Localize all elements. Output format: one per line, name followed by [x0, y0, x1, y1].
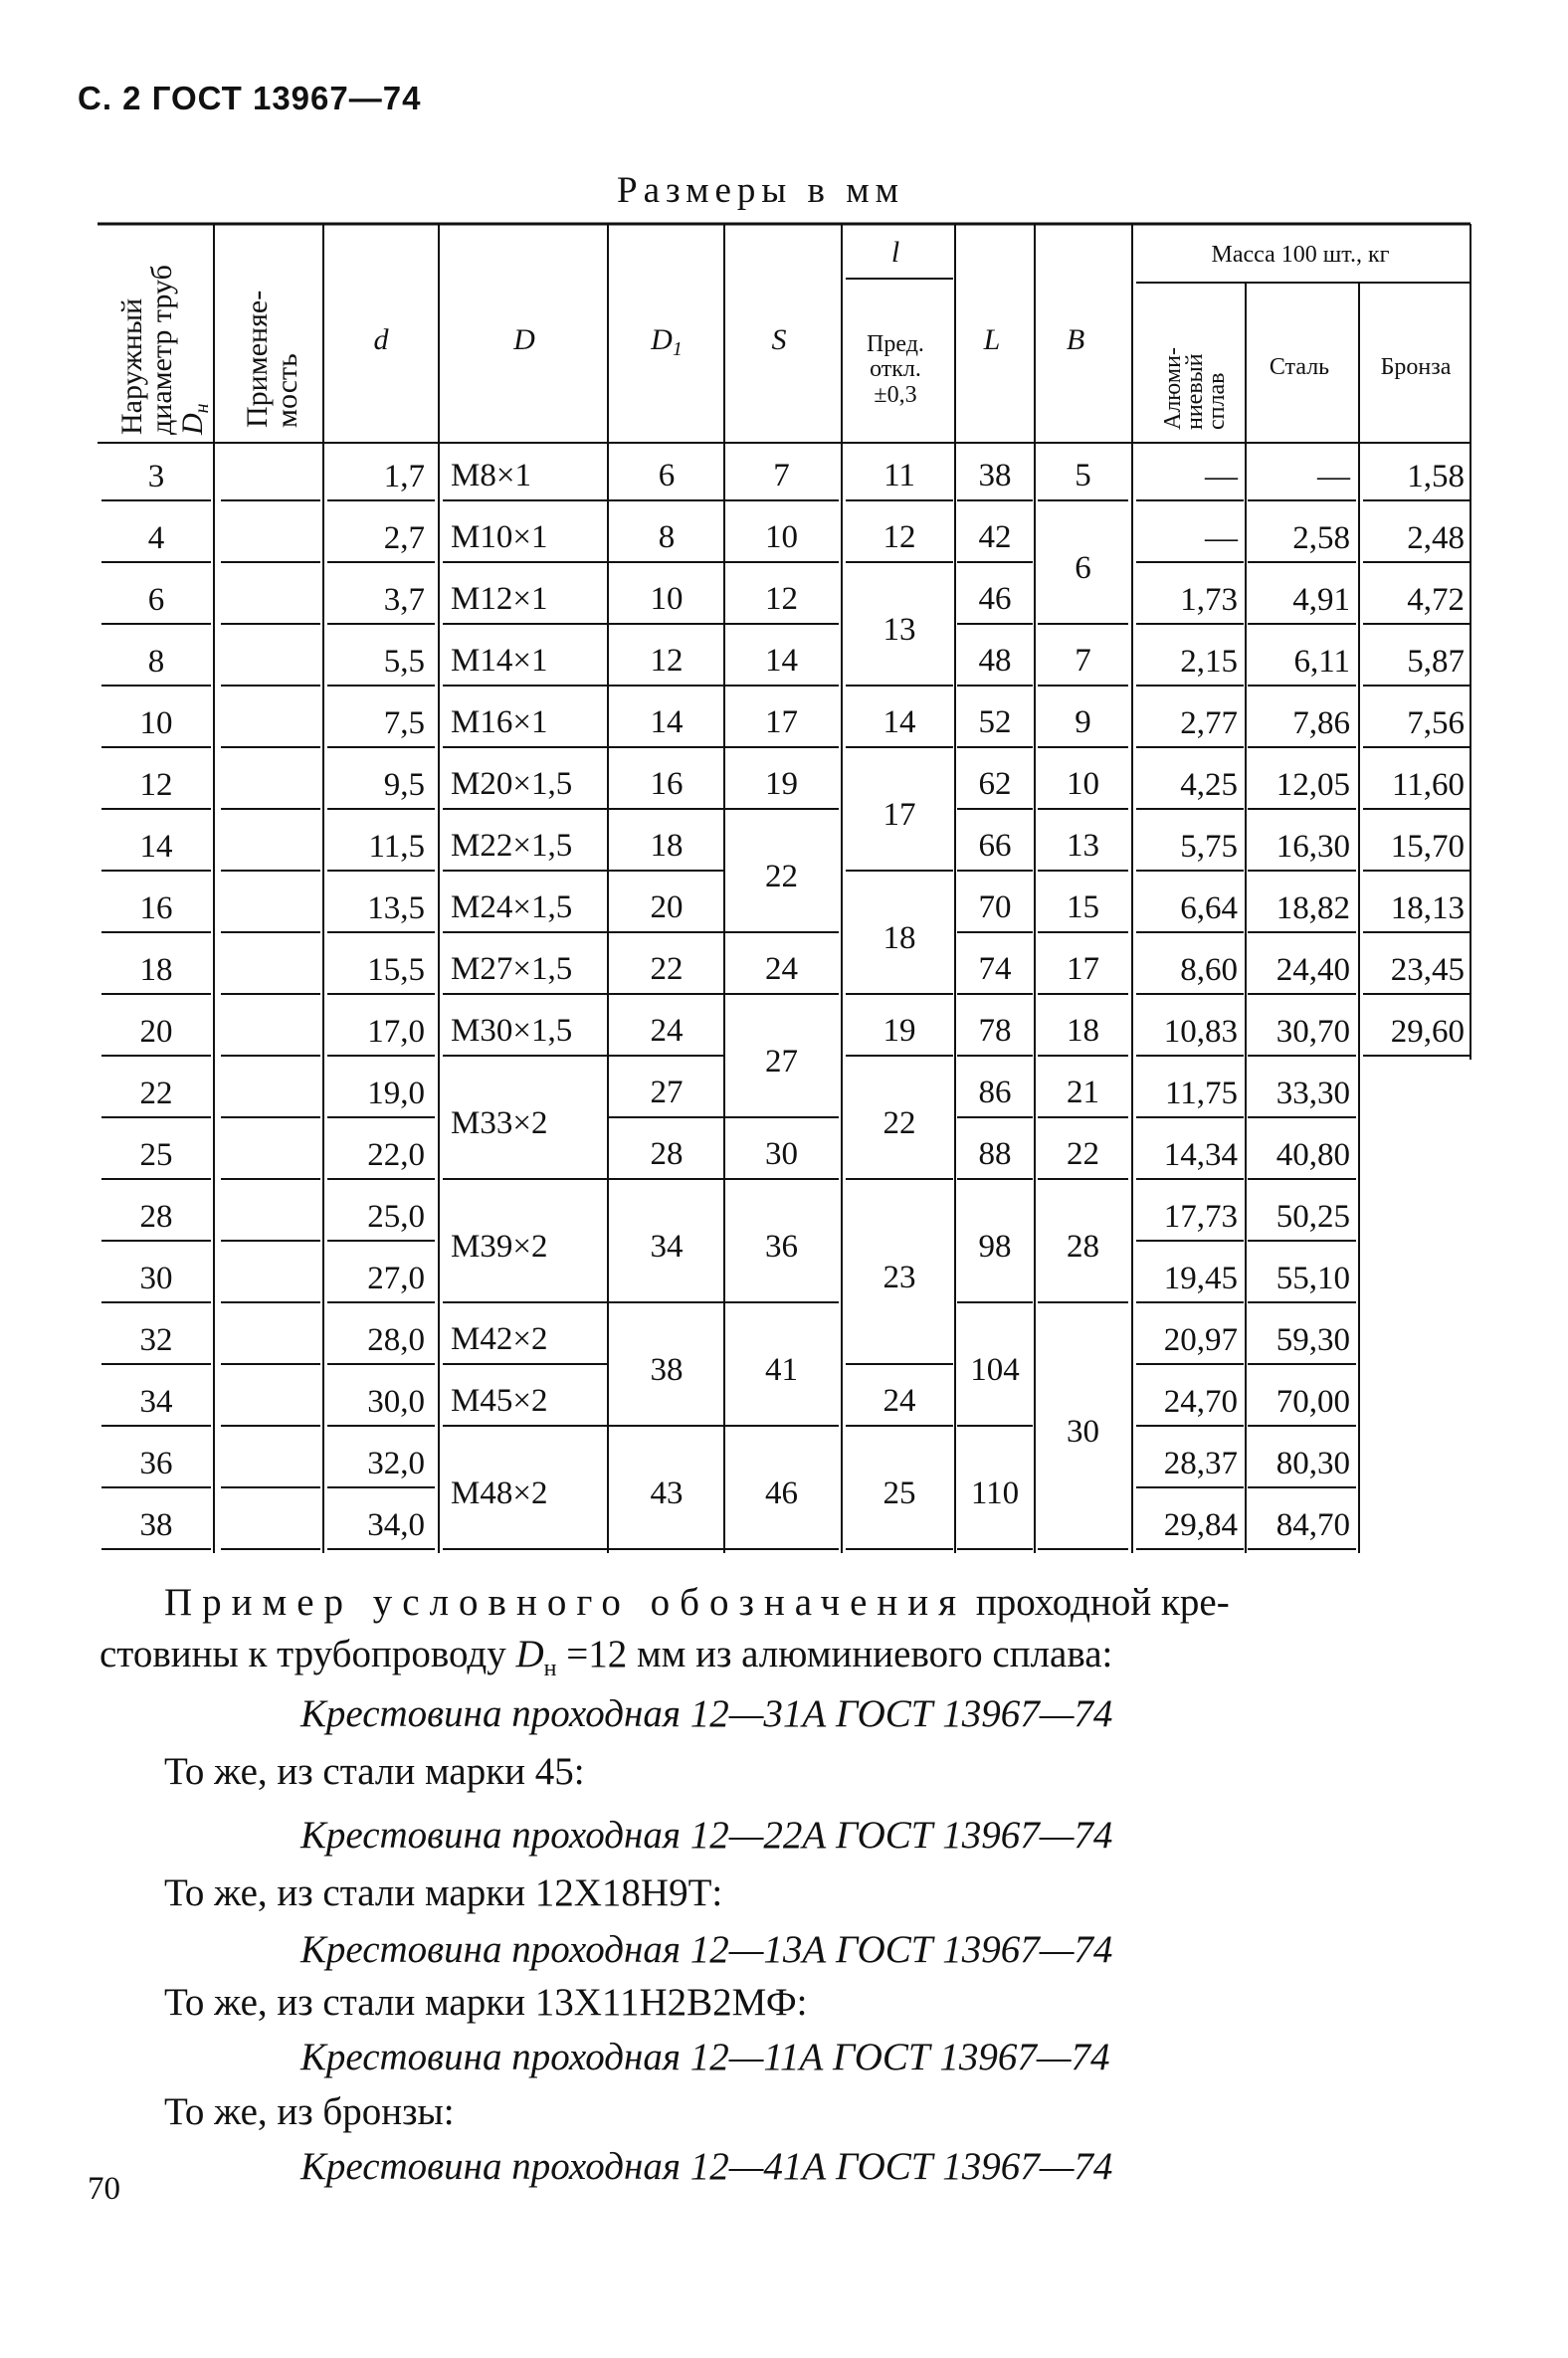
- d-cell: 15,5: [367, 952, 425, 988]
- alu-cell: 10,83: [1163, 1014, 1238, 1050]
- d-cell: 25,0: [367, 1199, 425, 1235]
- alu-cell: 19,45: [1163, 1261, 1238, 1296]
- alu-cell: 4,25: [1180, 767, 1238, 803]
- steel-cell: 59,30: [1275, 1322, 1350, 1358]
- L-cell: 74: [978, 951, 1012, 987]
- dn-cell: 4: [147, 520, 165, 556]
- page-number: 70: [88, 2171, 120, 2207]
- header-aluminium-3: сплав: [1204, 372, 1230, 430]
- D1-cell: 14: [650, 704, 684, 740]
- steel-cell: 70,00: [1275, 1384, 1350, 1420]
- D-cell: М8×1: [451, 458, 531, 493]
- B-cell: 7: [1075, 643, 1091, 679]
- D1-cell: 12: [650, 643, 684, 679]
- bronze-cell: 2,48: [1407, 520, 1465, 556]
- D-cell: М33×2: [451, 1105, 548, 1141]
- l-cell: 19: [882, 1013, 916, 1049]
- example-intro-spaced: Пример условного обозначения: [164, 1581, 967, 1624]
- D-cell: М10×1: [451, 519, 548, 555]
- d-cell: 34,0: [367, 1507, 425, 1543]
- l-cell: 24: [882, 1383, 916, 1419]
- page-header: С. 2 ГОСТ 13967—74: [78, 80, 422, 116]
- designation-bronze: Крестовина проходная 12—41А ГОСТ 13967—74: [300, 2145, 1113, 2188]
- bronze-cell: 11,60: [1391, 767, 1465, 803]
- S-cell: 46: [765, 1475, 798, 1511]
- example-line-2: [99, 1632, 1112, 1682]
- D1-cell: 43: [650, 1475, 684, 1511]
- d-cell: 9,5: [383, 767, 425, 803]
- S-cell: 27: [765, 1044, 798, 1080]
- dn-cell: 38: [139, 1507, 173, 1543]
- D-cell: М42×2: [451, 1321, 548, 1357]
- steel-cell: 2,58: [1292, 520, 1350, 556]
- S-cell: 14: [765, 643, 798, 679]
- header-l-tolerance-3: ±0,3: [874, 382, 917, 408]
- dn-cell: 32: [139, 1322, 173, 1358]
- dn-cell: 36: [139, 1446, 173, 1481]
- dn-cell: 6: [147, 582, 165, 618]
- S-cell: 24: [765, 951, 798, 987]
- dn-cell: 10: [139, 705, 173, 741]
- alu-cell: 2,77: [1180, 705, 1238, 741]
- alu-cell: 6,64: [1180, 890, 1238, 926]
- dn-cell: 25: [139, 1137, 173, 1173]
- D1-cell: 27: [650, 1075, 684, 1110]
- bronze-cell: 7,56: [1407, 705, 1465, 741]
- header-dn-line2: диаметр труб: [145, 265, 178, 435]
- steel-cell: 40,80: [1275, 1137, 1350, 1173]
- dn-cell: 16: [139, 890, 173, 926]
- l-cell: 13: [882, 612, 916, 648]
- variant-steel-13x11h2b2mf: То же, из стали марки 13Х11Н2В2МФ:: [164, 1981, 808, 2024]
- L-cell: 62: [978, 766, 1012, 802]
- d-cell: 2,7: [383, 520, 425, 556]
- D-cell: М24×1,5: [451, 889, 573, 925]
- D1-cell: 10: [650, 581, 684, 617]
- dn-cell: 18: [139, 952, 173, 988]
- steel-cell: 24,40: [1275, 952, 1350, 988]
- B-cell: 5: [1075, 458, 1091, 493]
- dn-cell: 8: [147, 644, 165, 680]
- example-line2-subscript: н: [543, 1655, 557, 1681]
- L-cell: 38: [978, 458, 1012, 493]
- D1-cell: 20: [650, 889, 684, 925]
- d-cell: 30,0: [367, 1384, 425, 1420]
- L-cell: 66: [978, 828, 1012, 864]
- header-steel: Сталь: [1269, 354, 1330, 380]
- steel-cell: 33,30: [1275, 1076, 1350, 1111]
- header-dn-symbol: $D_н$: [176, 403, 213, 435]
- D-cell: М27×1,5: [451, 951, 573, 987]
- d-cell: 17,0: [367, 1014, 425, 1050]
- header-l: l: [890, 236, 900, 269]
- header-D1: $D_1$: [651, 323, 683, 360]
- B-cell: 17: [1067, 951, 1099, 987]
- D-cell: М14×1: [451, 643, 548, 679]
- header-L: L: [983, 323, 1001, 356]
- L-cell: 42: [978, 519, 1012, 555]
- steel-cell: 6,11: [1293, 644, 1350, 680]
- d-cell: 32,0: [367, 1446, 425, 1481]
- steel-cell: —: [1317, 459, 1350, 494]
- D1-cell: 34: [650, 1229, 684, 1265]
- designation-steel-12x18h9t: Крестовина проходная 12—13А ГОСТ 13967—74: [300, 1928, 1113, 1971]
- table-body: [140, 458, 1466, 1543]
- D-cell: М39×2: [451, 1229, 548, 1265]
- d-cell: 1,7: [383, 459, 425, 494]
- header-applicability-line2: мость: [271, 353, 303, 428]
- dn-cell: 22: [139, 1076, 173, 1111]
- D1-cell: 22: [650, 951, 684, 987]
- bronze-cell: 1,58: [1407, 459, 1465, 494]
- L-cell: 70: [978, 889, 1012, 925]
- D-cell: М45×2: [451, 1383, 548, 1419]
- S-cell: 30: [765, 1136, 798, 1172]
- bronze-cell: 18,13: [1390, 890, 1465, 926]
- header-mass: Масса 100 шт., кг: [1211, 242, 1390, 268]
- d-cell: 13,5: [367, 890, 425, 926]
- S-cell: 7: [773, 458, 790, 493]
- header-B: B: [1066, 323, 1085, 356]
- bronze-cell: 15,70: [1390, 829, 1465, 865]
- alu-cell: 17,73: [1163, 1199, 1238, 1235]
- d-cell: 19,0: [367, 1076, 425, 1111]
- D1-cell: 38: [650, 1352, 684, 1388]
- example-line2-symbol: D: [515, 1633, 544, 1675]
- header-D: D: [513, 323, 535, 356]
- alu-cell: 28,37: [1163, 1446, 1238, 1481]
- l-cell: 17: [882, 797, 916, 833]
- D-cell: М16×1: [451, 704, 548, 740]
- L-cell: 88: [978, 1136, 1012, 1172]
- L-cell: 48: [978, 643, 1012, 679]
- D1-cell: 8: [658, 519, 676, 555]
- steel-cell: 7,86: [1292, 705, 1350, 741]
- S-cell: 41: [765, 1352, 798, 1388]
- example-intro-rest: проходной кре-: [966, 1581, 1230, 1624]
- header-bronze: Бронза: [1380, 354, 1452, 380]
- B-cell: 13: [1067, 828, 1099, 864]
- dn-cell: 3: [147, 459, 165, 494]
- B-cell: 18: [1067, 1013, 1099, 1049]
- header-aluminium-2: ниевый: [1182, 353, 1208, 430]
- L-cell: 46: [978, 581, 1012, 617]
- steel-cell: 80,30: [1275, 1446, 1350, 1481]
- D-cell: М30×1,5: [451, 1013, 573, 1049]
- alu-cell: 24,70: [1163, 1384, 1238, 1420]
- steel-cell: 84,70: [1275, 1507, 1350, 1543]
- bronze-cell: 5,87: [1407, 644, 1465, 680]
- header-applicability-line1: Применяе-: [241, 290, 274, 428]
- designation-aluminium: Крестовина проходная 12—31А ГОСТ 13967—74: [300, 1692, 1113, 1735]
- dn-cell: 14: [139, 829, 173, 865]
- steel-cell: 4,91: [1292, 582, 1350, 618]
- dn-cell: 12: [139, 767, 173, 803]
- L-cell: 86: [978, 1075, 1012, 1110]
- alu-cell: 2,15: [1180, 644, 1238, 680]
- example-intro-line: [164, 1580, 1230, 1625]
- d-cell: 11,5: [368, 829, 425, 865]
- B-cell: 15: [1067, 889, 1099, 925]
- L-cell: 98: [978, 1229, 1012, 1265]
- D1-cell: 18: [650, 828, 684, 864]
- example-line2-post: =12 мм из алюминиевого сплава:: [556, 1633, 1113, 1675]
- dn-cell: 20: [139, 1014, 173, 1050]
- l-cell: 12: [882, 519, 916, 555]
- L-cell: 78: [978, 1013, 1012, 1049]
- L-cell: 110: [970, 1475, 1020, 1511]
- l-cell: 22: [882, 1105, 916, 1141]
- steel-cell: 50,25: [1275, 1199, 1350, 1235]
- d-cell: 22,0: [367, 1137, 425, 1173]
- variant-steel-45: То же, из стали марки 45:: [164, 1750, 585, 1793]
- B-cell: 21: [1067, 1075, 1099, 1110]
- bronze-cell: 4,72: [1407, 582, 1465, 618]
- steel-cell: 18,82: [1275, 890, 1350, 926]
- B-cell: 28: [1067, 1229, 1099, 1265]
- l-cell: 23: [882, 1260, 916, 1295]
- l-cell: 14: [882, 704, 916, 740]
- B-cell: 10: [1067, 766, 1099, 802]
- variant-steel-12x18h9t: То же, из стали марки 12Х18Н9Т:: [164, 1871, 723, 1914]
- L-cell: 104: [970, 1352, 1020, 1388]
- D1-cell: 24: [650, 1013, 684, 1049]
- d-cell: 27,0: [367, 1261, 425, 1296]
- D1-cell: 6: [658, 458, 676, 493]
- S-cell: 22: [765, 859, 798, 894]
- D-cell: М22×1,5: [451, 828, 573, 864]
- variant-bronze: То же, из бронзы:: [164, 2090, 455, 2133]
- header-l-tolerance-2: откл.: [870, 356, 921, 382]
- designation-steel-13x11h2b2mf: Крестовина проходная 12—11А ГОСТ 13967—74: [300, 2036, 1110, 2078]
- alu-cell: 11,75: [1164, 1076, 1238, 1111]
- D1-cell: 16: [650, 766, 684, 802]
- B-cell: 22: [1067, 1136, 1099, 1172]
- S-cell: 10: [765, 519, 798, 555]
- D-cell: М48×2: [451, 1475, 548, 1511]
- l-cell: 25: [882, 1475, 916, 1511]
- D-cell: М20×1,5: [451, 766, 573, 802]
- alu-cell: 5,75: [1180, 829, 1238, 865]
- D-cell: М12×1: [451, 581, 548, 617]
- S-cell: 36: [765, 1229, 798, 1265]
- steel-cell: 12,05: [1275, 767, 1350, 803]
- steel-cell: 30,70: [1275, 1014, 1350, 1050]
- alu-cell: 14,34: [1163, 1137, 1238, 1173]
- S-cell: 19: [765, 766, 798, 802]
- B-cell: 30: [1067, 1414, 1099, 1450]
- table-headers: [115, 236, 1452, 436]
- header-S: S: [771, 323, 787, 356]
- d-cell: 28,0: [367, 1322, 425, 1358]
- S-cell: 17: [765, 704, 798, 740]
- table-caption: Размеры в мм: [617, 170, 905, 211]
- D1-cell: 28: [650, 1136, 684, 1172]
- L-cell: 52: [978, 704, 1012, 740]
- header-d: d: [373, 323, 389, 356]
- example-line2-pre: стовины к трубопроводу: [99, 1633, 516, 1675]
- designation-steel-45: Крестовина проходная 12—22А ГОСТ 13967—74: [300, 1814, 1113, 1857]
- header-l-tolerance-1: Пред.: [867, 331, 924, 357]
- S-cell: 12: [765, 581, 798, 617]
- header-aluminium-1: Алюми-: [1160, 347, 1186, 430]
- alu-cell: 8,60: [1180, 952, 1238, 988]
- alu-cell: —: [1205, 520, 1238, 556]
- B-cell: 6: [1075, 550, 1091, 586]
- dn-cell: 34: [139, 1384, 173, 1420]
- alu-cell: —: [1205, 459, 1238, 494]
- steel-cell: 16,30: [1275, 829, 1350, 865]
- bronze-cell: 23,45: [1390, 952, 1465, 988]
- l-cell: 11: [883, 458, 915, 493]
- dn-cell: 30: [139, 1261, 173, 1296]
- l-cell: 18: [882, 920, 916, 956]
- bronze-cell: 29,60: [1390, 1014, 1465, 1050]
- dn-cell: 28: [139, 1199, 173, 1235]
- d-cell: 3,7: [383, 582, 425, 618]
- d-cell: 5,5: [383, 644, 425, 680]
- header-dn-line1: Наружный: [115, 297, 148, 435]
- steel-cell: 55,10: [1275, 1261, 1350, 1296]
- alu-cell: 1,73: [1180, 582, 1238, 618]
- alu-cell: 20,97: [1163, 1322, 1238, 1358]
- d-cell: 7,5: [383, 705, 425, 741]
- alu-cell: 29,84: [1163, 1507, 1238, 1543]
- B-cell: 9: [1075, 704, 1091, 740]
